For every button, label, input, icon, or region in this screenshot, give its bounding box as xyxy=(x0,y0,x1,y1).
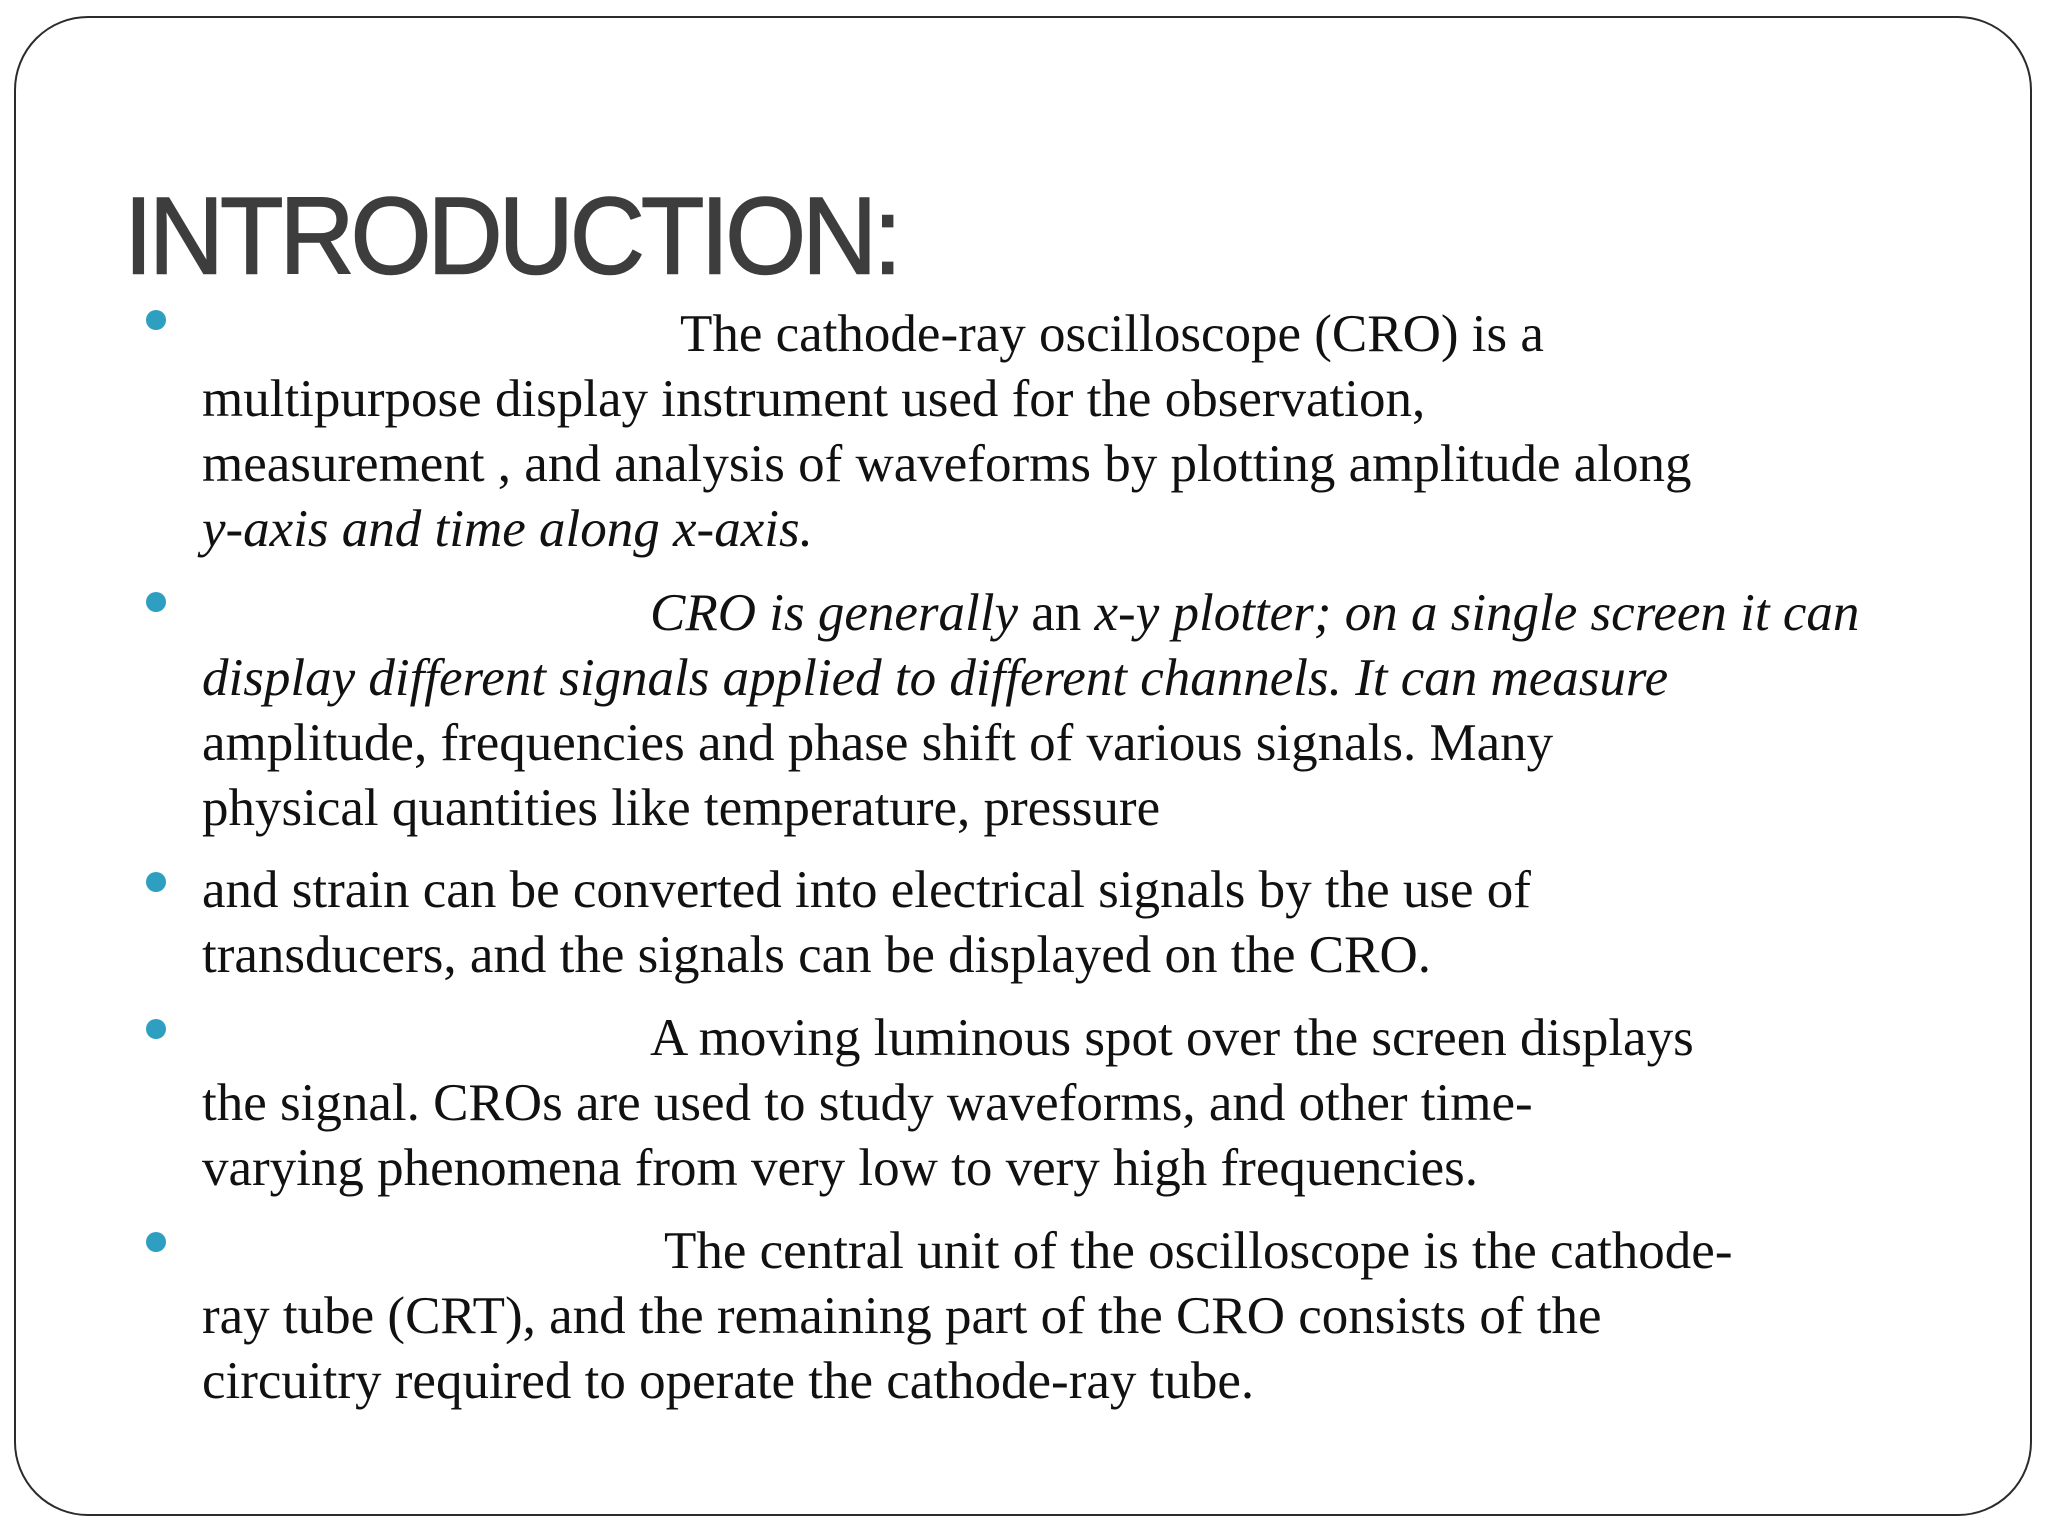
bullet-dot-icon xyxy=(146,872,166,892)
bullet-paragraph-1 xyxy=(202,302,1962,562)
bullet-4-line-3: varying phenomena from very low to very high frequencies. xyxy=(202,1139,1479,1197)
bullet-paragraph-2 xyxy=(202,581,1962,841)
bullet-dot-icon xyxy=(146,310,166,330)
bullet-1-line-2: multipurpose display instrument used for the observation, xyxy=(202,370,1426,428)
bullet-2-line-1-regular: an xyxy=(1018,584,1095,642)
bullet-2-line-2: display different signals applied to different channels. It can measure xyxy=(202,649,1669,707)
bullet-2-line-1 xyxy=(202,581,1962,646)
bullet-2-line-1-italic-a: CRO is generally xyxy=(650,584,1018,642)
bullet-dot-icon xyxy=(146,1019,166,1039)
bullet-1-line-1: The cathode-ray oscilloscope (CRO) is a xyxy=(680,305,1544,363)
bullet-2-line-4: physical quantities like temperature, pressure xyxy=(202,779,1161,837)
bullet-1-line-4: y-axis and time along x-axis. xyxy=(202,500,813,558)
bullet-paragraph-4 xyxy=(202,1006,1962,1201)
slide-title: INTRODUCTION: xyxy=(124,175,899,298)
bullet-1-line-3: measurement , and analysis of waveforms by plotting amplitude along xyxy=(202,435,1692,493)
bullet-dot-icon xyxy=(146,592,166,612)
bullet-paragraph-5 xyxy=(202,1219,1962,1414)
bullet-2-line-3: amplitude, frequencies and phase shift of various signals. Many xyxy=(202,714,1554,772)
bullet-3-line-2: transducers, and the signals can be displayed on the CRO. xyxy=(202,926,1432,984)
bullet-dot-icon xyxy=(146,1232,166,1252)
bullet-2-line-1-italic-b: x-y plotter; on a single screen it can xyxy=(1094,584,1860,642)
bullet-4-line-1: A moving luminous spot over the screen displays xyxy=(650,1009,1694,1067)
bullet-5-line-2: ray tube (CRT), and the remaining part of the CRO consists of the xyxy=(202,1287,1602,1345)
bullet-5-line-1: The central unit of the oscilloscope is the cathode- xyxy=(664,1222,1733,1280)
bullet-paragraph-3 xyxy=(202,858,1962,988)
bullet-3-line-1: and strain can be converted into electrical signals by the use of xyxy=(202,861,1531,919)
bullet-4-line-2: the signal. CROs are used to study waveforms, and other time- xyxy=(202,1074,1533,1132)
bullet-5-line-3: circuitry required to operate the cathode-ray tube. xyxy=(202,1352,1255,1410)
